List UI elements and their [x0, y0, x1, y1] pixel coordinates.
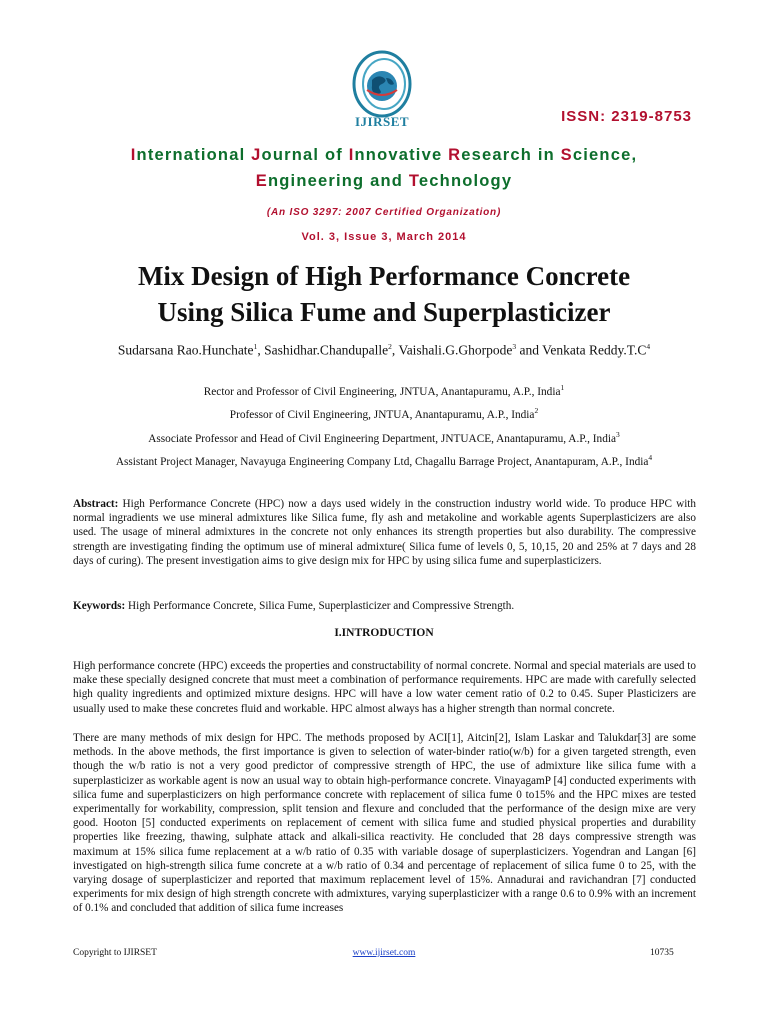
affiliation-sup: 4: [648, 453, 653, 462]
issn: ISSN: 2319-8753: [561, 108, 692, 125]
journal-name-line-1: [0, 146, 768, 165]
author-name: Venkata Reddy.T.C: [542, 342, 647, 358]
keywords-text: High Performance Concrete, Silica Fume, Superplasticizer and Compressive Strength.: [128, 600, 515, 612]
journal-cap: I: [130, 146, 137, 164]
affiliation: [0, 383, 768, 398]
journal-cap: S: [560, 146, 573, 164]
footer-url-link[interactable]: www.ijirset.com: [352, 948, 416, 958]
author-sup: 3: [512, 342, 517, 351]
affiliation: [0, 430, 768, 445]
journal-cap: I: [348, 146, 355, 164]
journal-text: ngineering and: [268, 172, 409, 190]
author-sup: 2: [388, 342, 392, 351]
journal-name-line-2: [0, 172, 768, 191]
intro-paragraph-1: High performance concrete (HPC) exceeds the properties and constructability of normal concrete. Normal and special materials are used to make these specially designed concrete that must meet a combination of performance requirements. HPC are made with carefully selected high quality ingredients and optimized mixture designs. HPC will have a low water cement ratio of 0.2 to 0.45. Super Plasticizers are usually used to make these concretes fluid and workable. HPC almost always has a higher strength than normal concrete.: [73, 660, 696, 715]
author-name: Sudarsana Rao.Hunchate: [117, 342, 254, 358]
affiliation-text: Assistant Project Manager, Navayuga Engineering Company Ltd, Chagallu Barrage Project, Anantapuram, A.P., India: [115, 455, 649, 468]
author-name: Vaishali.G.Ghorpode: [398, 342, 513, 358]
logo-text: IJIRSET: [354, 114, 410, 129]
abstract-text: High Performance Concrete (HPC) now a days used widely in the construction industry world wide. To produce HPC with normal ingradients we use mineral admixtures like Silica fume, fly ash and metakoline and workable agents Superplasticizers are also used. The usage of mineral admixtures in the concrete not only enhances its strength properties but also durability. The compressive strength are investigating finding the optimum use of mineral admixture( Silica fume of levels 0, 5, 10,15, 20 and 25% at 7 days and 28 days of curing). The present investigation aims to give design mix for HPC by using silica fume and superplasticizers.: [73, 498, 697, 567]
section-heading: I.INTRODUCTION: [334, 627, 434, 639]
author-sep: ,: [257, 342, 265, 358]
author-name: Sashidhar.Chandupalle: [264, 342, 389, 358]
intro-paragraph-2: There are many methods of mix design for HPC. The methods proposed by ACI[1], Aitcin[2], Islam Laskar and Talukdar[3] are some methods. In the above methods, the first importance is given to selection of water-binder ratio(w/b) for a given targeted strength, even though the w/b ratio is not a very good predictor of compressive strength of HPC, the use of admixture like silica fume with a superplasticizer as workable agent is now an usual way to obtain high-performance concrete. VinayagamP [4] conducted experiments with silica fume and superplasticizers on high performance concrete with replacement of silica fume 0 to15% and the HPC mixes are tested experimentally for workability, compression, split tension and flexure and concluded that the performance of the design mixe are very good. Hooton [5] conducted experiments on replacement of cement with silica fume and studied physical properties and durability properties like freezing, thawing, sulphate attack and alkali-silica reactivity. He concluded that 28 days compressive strength was maximum at 15% silica fume replacement at a w/b ratio of 0.35 with variable dosage of superplasticizers. Yogendran and Langan [6] investigated on high-strength silica fume concrete at a w/b ratio of 0.34 and percentage of replacement of silica fume 0 to 25, with the varying dosage of superplasticizer and reported that maximum replacement level of 15%. Annadurai and ravichandran [7] conducted experiments for mix design of high strength concrete with admixtures, varying superplasticizer with a range 0.6 to 0.9% with an increment of 0.1% and concluded that addition of silica fume increases: [73, 732, 696, 915]
affiliation-text: Rector and Professor of Civil Engineering, JNTUA, Anantapuramu, A.P., India: [203, 385, 561, 398]
journal-text: esearch in: [461, 146, 561, 164]
affiliation-text: Professor of Civil Engineering, JNTUA, Anantapuramu, A.P., India: [229, 408, 535, 421]
affiliation-text: Associate Professor and Head of Civil Engineering Department, JNTUACE, Anantapuramu, A.P., India: [148, 432, 617, 445]
affiliation-sup: 3: [616, 430, 620, 439]
abstract: [73, 497, 696, 568]
footer-page-number: 10735: [650, 948, 674, 958]
journal-text: nternational: [136, 146, 252, 164]
title-line-2: Using Silica Fume and Superplasticizer: [157, 297, 611, 327]
journal-cap: E: [255, 172, 268, 190]
author-sep: and: [516, 342, 543, 358]
title-line-1: Mix Design of High Performance Concrete: [137, 261, 631, 291]
journal-cap: J: [251, 146, 262, 164]
abstract-label: Abstract:: [73, 498, 119, 510]
journal-text: nnovative: [354, 146, 449, 164]
journal-cap: R: [448, 146, 462, 164]
journal-text: echnology: [418, 172, 513, 190]
author-sup: 4: [646, 342, 651, 351]
affiliation-sup: 2: [534, 406, 539, 415]
affiliation-sup: 1: [560, 383, 565, 392]
author-sup: 1: [253, 342, 258, 351]
affiliation: [0, 406, 768, 421]
journal-text: ournal of: [261, 146, 349, 164]
journal-logo: [342, 48, 422, 134]
keywords: [73, 599, 696, 613]
keywords-label: Keywords:: [73, 600, 126, 612]
affiliation: [0, 453, 768, 468]
certification-note: (An ISO 3297: 2007 Certified Organization): [266, 207, 502, 218]
paper-title: [0, 258, 768, 330]
footer-copyright: Copyright to IJIRSET: [73, 948, 157, 958]
journal-cap: T: [408, 172, 419, 190]
volume-issue: Vol. 3, Issue 3, March 2014: [301, 231, 467, 243]
author-list: [0, 342, 768, 359]
author-sep: ,: [391, 342, 399, 358]
journal-text: cience,: [572, 146, 638, 164]
